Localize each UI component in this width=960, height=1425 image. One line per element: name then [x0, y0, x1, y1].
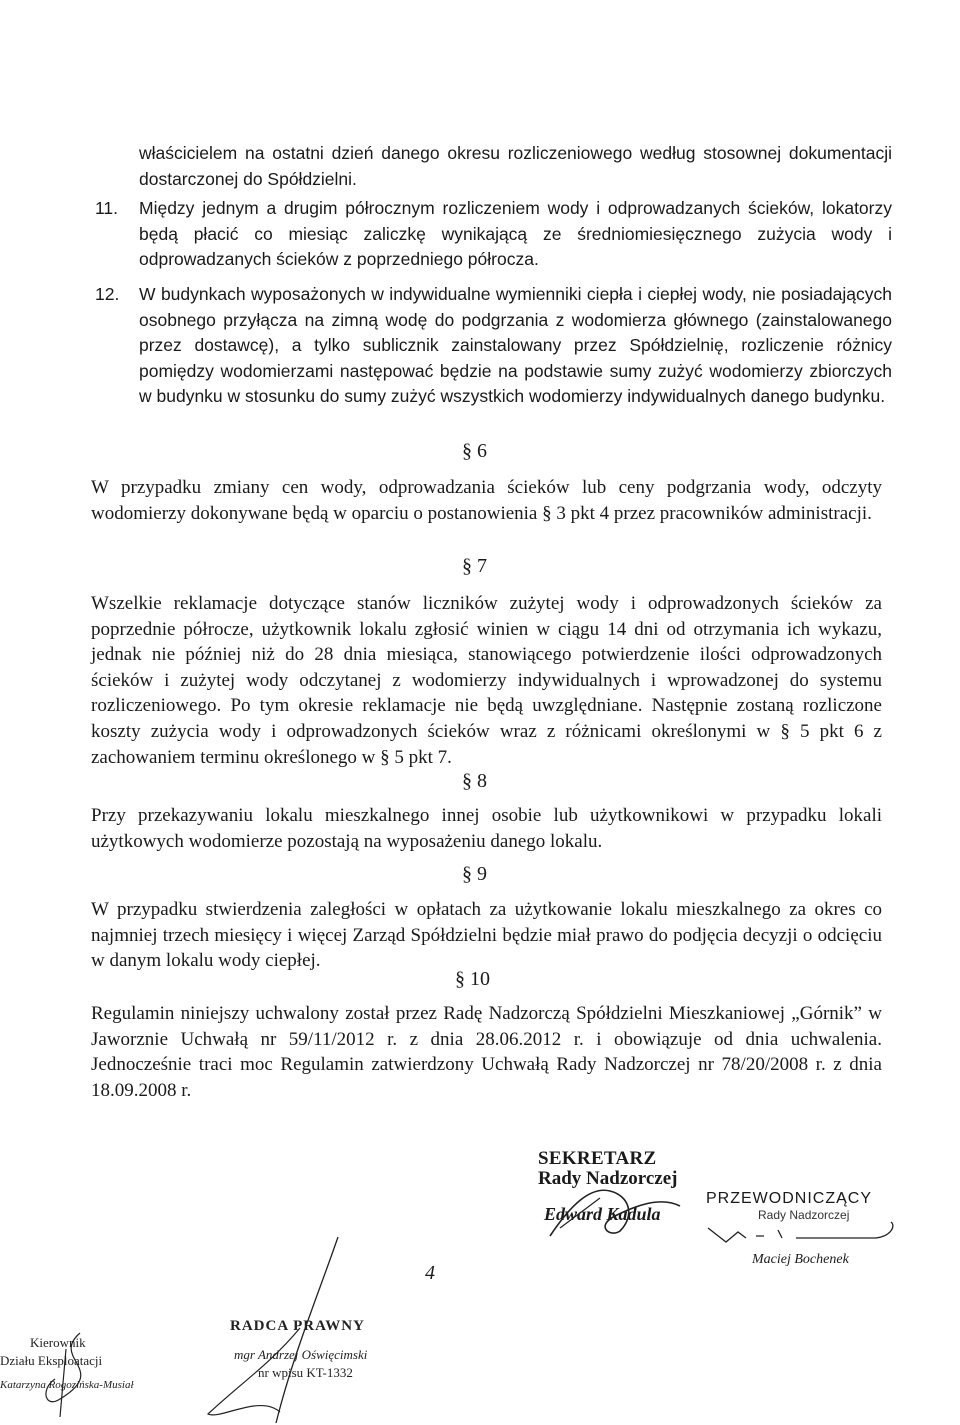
section-heading-10: § 10 [455, 968, 490, 990]
section-heading-9: § 9 [462, 863, 487, 885]
intro-paragraph: właścicielem na ostatni dzień danego okresu rozliczeniowego według stosownej dokumentacji dostarczonej do Spółdzielni. [139, 143, 892, 189]
section-6-paragraph: W przypadku zmiany cen wody, odprowadzania ścieków lub ceny podgrzania wody, odczyty wodomierzy dokonywane będą w oparciu o postanowienia § 3 pkt 4 przez pracowników administracji. [91, 477, 882, 524]
item-text: W budynkach wyposażonych w indywidualne wymienniki ciepła i ciepłej wody, nie posiadających osobnego przyłącza na zimną wodę do podgrzania z wodomierza głównego (zainstalowanego przez dostawcę), a tylko sublicznik zainstalowany przez Spółdzielnię, rozliczenie różnicy pomiędzy wodomierzami następować będzie na podstawie sumy zużyć wodomierzy zbiorczych w budynku w stosunku do sumy zużyć wszystkich wodomierzy indywidualnych danego budynku. [139, 284, 892, 407]
secretary-body: Rady Nadzorczej [538, 1168, 678, 1189]
chair-body: Rady Nadzorczej [758, 1208, 850, 1222]
chair-name: Maciej Bochenek [752, 1252, 849, 1267]
stamp-left-line-2: Działu Eksploatacji [0, 1353, 103, 1368]
section-heading-7: § 7 [462, 555, 487, 577]
section-7-paragraph: Wszelkie reklamacje dotyczące stanów liczników zużytej wody i odprowadzonych ścieków za poprzednie półrocze, użytkownik lokalu zgłosić winien w ciągu 14 dni od otrzymania ich wykazu, jednak nie później niż do 28 dnia miesiąca, stanowiącego potwierdzenie ilości odprowadzonych ścieków i zużytej wody odczytanej z wodomierzy indywidualnych i wprowadzonej do systemu rozliczeniowego. Po tym okresie reklamacje nie będą uwzględniane. Następnie zostaną rozliczone koszty zużycia wody i odprowadzonych ścieków wraz z różnicami określonymi w § 5 pkt 6 z zachowaniem terminu określonego w § 5 pkt 7. [91, 593, 882, 768]
stamp-left-line-3: Katarzyna Rogozińska-Musiał [0, 1379, 134, 1391]
item-number: 11. [95, 198, 119, 218]
stamp-right-line-1: RADCA PRAWNY [230, 1318, 365, 1334]
stamp-right-line-2: mgr Andrzej Oświęcimski [234, 1347, 368, 1362]
stamp-left-line-1: Kierownik [30, 1335, 86, 1350]
item-text: Między jednym a drugim półrocznym rozliczeniem wody i odprowadzanych ścieków, lokatorzy będą płacić co miesiąc zaliczkę wynikającą ze średniomiesięcznego zużycia wody i odprowadzanych ścieków z poprzedniego półrocza. [139, 198, 892, 270]
stamp-right-line-3: nr wpisu KT-1332 [258, 1365, 353, 1380]
secretary-name: Edward Kadula [544, 1204, 661, 1224]
section-9-paragraph: W przypadku stwierdzenia zaległości w opłatach za użytkowanie lokalu mieszkalnego za okres co najmniej trzech miesięcy i więcej Zarząd Spółdzielni będzie miał prawo do podjęcia decyzji o odcięciu w danym lokalu wody ciepłej. [91, 899, 882, 972]
chair-signature-block [706, 1190, 916, 1268]
section-heading-6: § 6 [462, 440, 487, 462]
page-number: 4 [425, 1262, 435, 1284]
section-heading-8: § 8 [462, 770, 487, 792]
stamp-right [230, 1318, 410, 1381]
chair-handwritten-signature [706, 1220, 906, 1260]
secretary-signature-block [538, 1148, 698, 1225]
chair-title: PRZEWODNICZĄCY [706, 1190, 872, 1207]
stamp-left-signature [20, 1329, 130, 1419]
stamp-left [0, 1335, 190, 1391]
secretary-handwritten-signature [540, 1176, 690, 1246]
stamp-right-signature [200, 1324, 310, 1424]
section-10-paragraph: Regulamin niniejszy uchwalony został przez Radę Nadzorczą Spółdzielni Mieszkaniowej „Górnik” w Jaworznie Uchwałą nr 59/11/2012 r. z dnia 28.06.2012 r. i obowiązuje od dnia uchwalenia. Jednocześnie traci moc Regulamin zatwierdzony Uchwałą Rady Nadzorczej nr 78/20/2008 r. z dnia 18.09.2008 r. [91, 1003, 882, 1101]
section-8-paragraph: Przy przekazywaniu lokalu mieszkalnego innej osobie lub użytkownikowi w przypadku lokali użytkowych wodomierze pozostają na wyposażeniu danego lokalu. [91, 805, 882, 852]
item-number: 12. [95, 284, 120, 304]
secretary-title: SEKRETARZ [538, 1148, 657, 1169]
